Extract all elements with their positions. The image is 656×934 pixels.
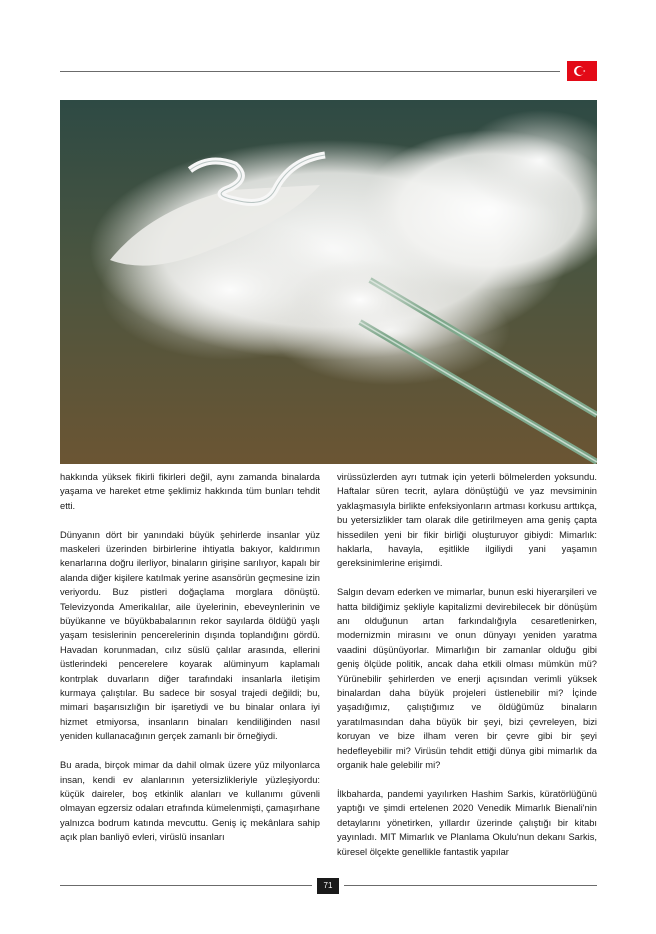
page-number: 71 — [317, 878, 339, 894]
aerial-pier-photo — [60, 100, 597, 464]
paragraph: Bu arada, birçok mimar da dahil olmak üzere yüz milyonlarca insan, kendi ev alanlarının yetersizlikleriyle yüzleşiyordu: küçük daireler, boş etkinlik alanları ve kullanımı güvenli olmayan egzersiz odaları etrafında kümelenmişti, çamaşırhane yalnızca bodrum katında mevcuttu. Geniş iç mekânlara sahip açık plan banliyö evleri, virüslü insanları — [60, 760, 320, 843]
paragraph: Salgın devam ederken ve mimarlar, bunun eski hiyerarşileri ve hatta bildiğimiz şekliyle kapitalizmi devirebilecek bir dönüşüm anı olduğunun artan farkındalığıyla cesaretlenirken, modernizmin mirasını ve onun dünyayı yeniden yaratma vaadini düşünüyorlar. Mimarlığın bir zamanlar olduğu gibi geniş ölçüde politik, ancak daha etkili olması mümkün mü? Yürünebilir şehirlerden ve enerji açısından verimli yüksek binalardan daha büyük projeleri üstlenebilir mi? İçinde yaşadığımız, çalıştığımız ve öldüğümüz binaların yaratılmasından daha büyük bir şeyi, bizi çevreleyen, bizi koruyan ve bize ilham veren bir çevre gibi bir şeyi hedefleyebilir mi? Virüsün tehdit ettiği dünya gibi mimarlık da organik hale gelebilir mi? — [337, 587, 597, 771]
paragraph: İlkbaharda, pandemi yayılırken Hashim Sarkis, küratörlüğünü yaptığı ve şimdi ertelenen 2020 Venedik Mimarlık Bienali'nin detaylarını yönetirken, yıllardır üzerinde çalıştığı bir kitabı yayınladı. MIT Mimarlık ve Planlama Okulu'nun dekanı Sarkis, küresel ölçekte genellikle fantastik yapılar — [337, 788, 597, 857]
paragraph: Dünyanın dört bir yanındaki büyük şehirlerde insanlar yüz maskeleri üzerinden birbirlerine ihtiyatla bakıyor, kaldırımın kenarlarına doğru ilerliyor, binaların girişine sarılıyor, kapalı bir alanda diğer kişilere katılmak yerine asansörün geçmesine izin veriyordu. Buz pistleri doğaçlama morglara dönüştü. Televizyonda Amerikalılar, aile üyelerinin, ebeveynlerinin ve büyükanne ve büyükbabalarının rekor sayılarda öldüğü yaşlı yaşam tesislerinin pencerelerinin dışında toplandığını gördü. Havadan korunmadan, cılız süslü çalılar arasında, ellerini üstlerindeki pencerelere koyarak alüminyum kaplamalı kontrplak duvarların diğer tarafındaki insanlarla iletişim kurmaya çalıştılar. Bu sadece bir sosyal trajedi değildi; bu, mimari başarısızlığın bir işaretiydi ve bu binalar onlara iyi hizmet etmiyorsa, insanların binaları kendiliğinden nasıl yeniden kullanacağının gerçek zamanlı bir örneğiydi. — [60, 529, 320, 742]
footer-rule-left — [60, 885, 312, 886]
column-left — [60, 470, 320, 875]
turkey-flag-icon — [567, 61, 597, 81]
paragraph: virüssüzlerden ayrı tutmak için yeterli bölmelerden yoksundu. Haftalar süren tecrit, aylara dönüştüğü ve yaz mevsiminin yaklaşmasıyla birlikte enfeksiyonların artması korkusu arttıkça, bu yetersizlikler tam olarak dile getirilmeyen ama geniş çapta hissedilen yeni bir fikir birliği oluşturuyor gibiydi: Mimarlık: haklarla, havayla, eşitlikle ilgiliydi yani yaşamın gereksinimlerine erişimdi. — [337, 472, 597, 569]
footer-rule-right — [344, 885, 597, 886]
column-right — [337, 470, 597, 875]
header-rule — [60, 71, 560, 72]
paragraph: hakkında yüksek fikirli fikirleri değil, aynı zamanda binalarda yaşama ve hareket etme şeklimiz hakkında tüm bunları tehdit etti. — [60, 472, 320, 511]
